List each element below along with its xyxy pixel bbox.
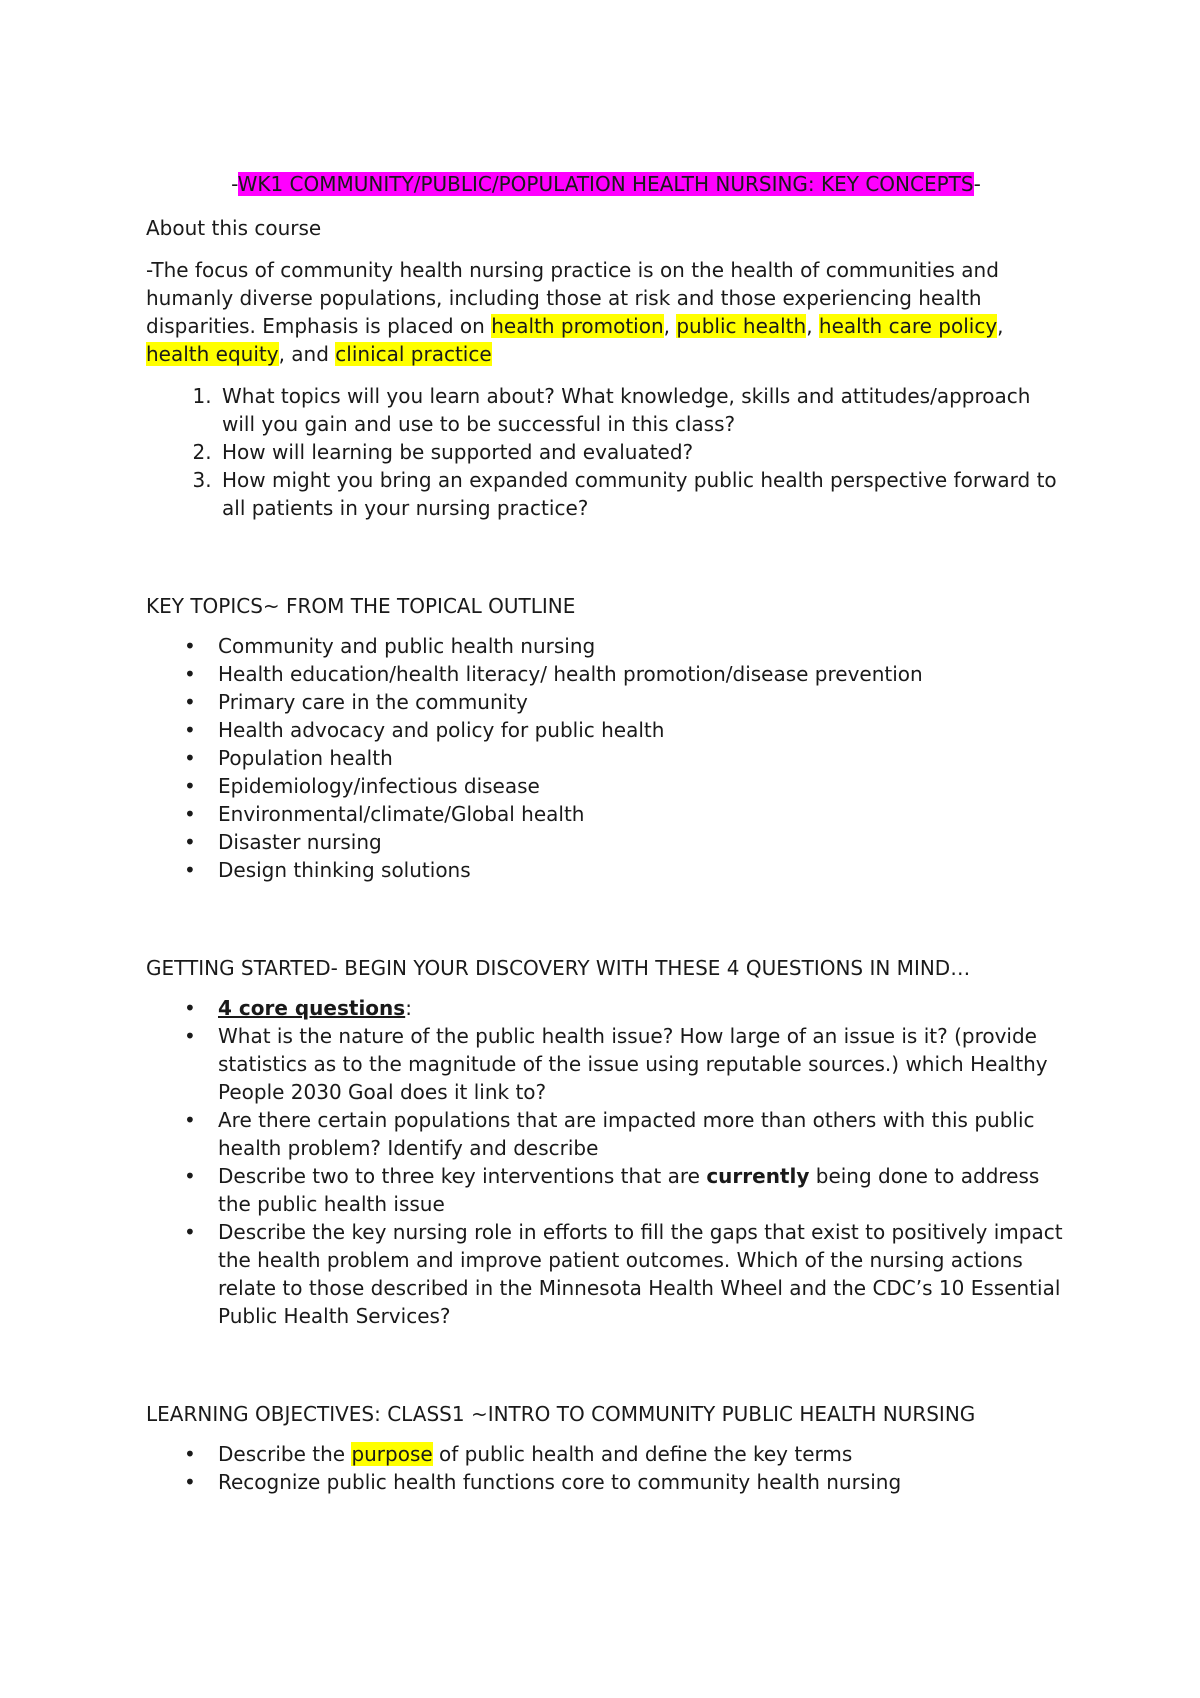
- list-item-text: Health education/health literacy/ health promotion/disease prevention: [218, 662, 923, 686]
- colon: :: [405, 996, 412, 1020]
- list-item: 3. How might you bring an expanded community public health perspective forward to all patients in your nursing practice?: [218, 466, 1066, 522]
- bullet-icon: •: [184, 774, 196, 798]
- list-item: [184, 1218, 1066, 1330]
- key-topics-list: [146, 632, 1066, 884]
- about-intro: [146, 256, 1066, 368]
- list-item-text: Disaster nursing: [218, 830, 382, 854]
- list-item-text: Describe the: [218, 1442, 352, 1466]
- core-questions-label: 4 core questions: [218, 996, 406, 1020]
- objectives-list: [146, 1440, 1066, 1496]
- list-item-text: being done to address the public health issue: [218, 1164, 1040, 1216]
- list-item: [184, 688, 1066, 716]
- list-item: [184, 744, 1066, 772]
- objectives-heading: LEARNING OBJECTIVES: CLASS1 ~INTRO TO COMMUNITY PUBLIC HEALTH NURSING: [146, 1402, 976, 1426]
- key-topics-heading: KEY TOPICS~ FROM THE TOPICAL OUTLINE: [146, 594, 576, 618]
- bullet-icon: •: [184, 718, 196, 742]
- about-heading: About this course: [146, 216, 322, 240]
- list-item-text: of public health and define the key terms: [432, 1442, 853, 1466]
- bullet-icon: •: [184, 858, 196, 882]
- document-page: [146, 170, 1066, 1510]
- bullet-icon: •: [184, 1442, 196, 1466]
- list-item-text: Community and public health nursing: [218, 634, 596, 658]
- list-item: [184, 994, 1066, 1022]
- list-item-text: Are there certain populations that are impacted more than others with this public health problem? Identify and describe: [218, 1108, 1035, 1160]
- highlight-health-care-policy: health care policy: [818, 314, 998, 338]
- list-item-text: Epidemiology/infectious disease: [218, 774, 540, 798]
- list-item: [184, 716, 1066, 744]
- getting-started-heading: GETTING STARTED- BEGIN YOUR DISCOVERY WITH THESE 4 QUESTIONS IN MIND…: [146, 956, 971, 980]
- list-item: [184, 856, 1066, 884]
- highlight-health-equity: health equity: [146, 342, 279, 366]
- list-item: [184, 1440, 1066, 1468]
- list-item-text: Design thinking solutions: [218, 858, 471, 882]
- highlight-public-health: public health: [676, 314, 807, 338]
- emphasis-currently: currently: [706, 1164, 810, 1188]
- list-item: [184, 1468, 1066, 1496]
- bullet-icon: •: [184, 1220, 196, 1244]
- list-item-text: Population health: [218, 746, 393, 770]
- title-text: WK1 COMMUNITY/PUBLIC/POPULATION HEALTH NURSING: KEY CONCEPTS: [237, 172, 974, 196]
- list-item-text: Describe two to three key interventions that are: [218, 1164, 707, 1188]
- list-item-text: Describe the key nursing role in efforts to fill the gaps that exist to positively impact the health problem and improve patient outcomes. Which of the nursing actions relate to those described in the Minnesota Health Wheel and the CDC’s 10 Essential Public Health Services?: [218, 1220, 1063, 1328]
- intro-text: -The focus of community health nursing practice is on the health of communities and humanly diverse populations, including those at risk and those experiencing health disparities. Emphasis is placed on: [146, 258, 999, 338]
- list-item-text: Health advocacy and policy for public health: [218, 718, 665, 742]
- list-item: [184, 1022, 1066, 1106]
- list-item: [184, 828, 1066, 856]
- separator: ,: [663, 314, 677, 338]
- title-trail: -: [973, 172, 981, 196]
- bullet-icon: •: [184, 1164, 196, 1188]
- title-lead: -: [231, 172, 238, 196]
- separator: ,: [806, 314, 819, 338]
- document-title: [146, 170, 1066, 198]
- bullet-icon: •: [184, 996, 196, 1020]
- list-item: 1. What topics will you learn about? What knowledge, skills and attitudes/approach will you gain and use to be successful in this class?: [218, 382, 1066, 438]
- list-item-text: Primary care in the community: [218, 690, 528, 714]
- bullet-icon: •: [184, 1108, 196, 1132]
- bullet-icon: •: [184, 690, 196, 714]
- list-item: [184, 1106, 1066, 1162]
- bullet-icon: •: [184, 634, 196, 658]
- core-questions-list: [146, 994, 1066, 1330]
- bullet-icon: •: [184, 746, 196, 770]
- highlight-health-promotion: health promotion: [491, 314, 664, 338]
- separator: ,: [997, 314, 1004, 338]
- list-item-text: What is the nature of the public health issue? How large of an issue is it? (provide statistics as to the magnitude of the issue using reputable sources.) which Healthy People 2030 Goal does it link to?: [218, 1024, 1048, 1104]
- separator: , and: [278, 342, 336, 366]
- highlight-clinical-practice: clinical practice: [335, 342, 492, 366]
- list-item-text: Environmental/climate/Global health: [218, 802, 585, 826]
- list-item: [184, 660, 1066, 688]
- list-item-text: Recognize public health functions core to community health nursing: [218, 1470, 902, 1494]
- list-item: [184, 632, 1066, 660]
- about-questions-list: [146, 382, 1066, 522]
- bullet-icon: •: [184, 1470, 196, 1494]
- bullet-icon: •: [184, 830, 196, 854]
- highlight-purpose: purpose: [351, 1442, 433, 1466]
- bullet-icon: •: [184, 1024, 196, 1048]
- bullet-icon: •: [184, 802, 196, 826]
- list-item: [184, 800, 1066, 828]
- list-item: [184, 1162, 1066, 1218]
- list-item: 2. How will learning be supported and evaluated?: [218, 438, 1066, 466]
- list-item: [184, 772, 1066, 800]
- bullet-icon: •: [184, 662, 196, 686]
